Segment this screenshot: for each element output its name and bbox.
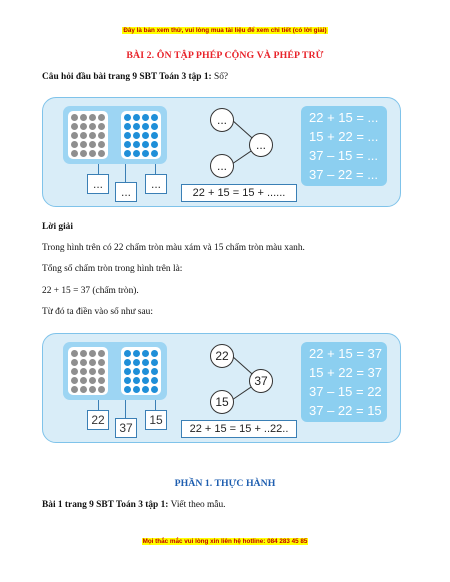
question-1: Câu hỏi đầu bài trang 9 SBT Toán 3 tập 1: Số? [42, 72, 229, 82]
figure-question [42, 97, 401, 207]
section-heading: PHẦN 1. THỰC HÀNH [174, 478, 276, 489]
figure-answer [42, 333, 401, 443]
header-banner: Đây là bản xem thử, vui lòng mua tài liệu để xem chi tiết (có lời giải) [123, 27, 327, 34]
footer-banner: Mọi thắc mắc vui lòng xin liên hệ hotline: 084 283 45 85 [142, 538, 308, 545]
answer-square-2[interactable]: ... [115, 182, 137, 202]
equation-2: 15 + 22 = 37 [309, 365, 383, 380]
bond-circle-top: 22 [210, 344, 234, 368]
bond-circle-total[interactable]: ... [249, 133, 273, 157]
sum-sentence: 22 + 15 = 15 + ..22.. [181, 420, 297, 438]
equation-4[interactable]: 37 – 22 = ... [309, 167, 379, 182]
answer-square-2: 37 [115, 418, 137, 438]
answer-square-1[interactable]: ... [87, 174, 109, 194]
bond-circle-total: 37 [249, 369, 273, 393]
equation-4: 37 – 22 = 15 [309, 403, 382, 418]
solution-line-4: Từ đó ta điền vào số như sau: [42, 307, 153, 317]
sum-sentence[interactable]: 22 + 15 = 15 + ...... [181, 184, 297, 202]
equation-1[interactable]: 22 + 15 = ... [309, 110, 379, 125]
bond-circle-top[interactable]: ... [210, 108, 234, 132]
lesson-title: BÀI 2. ÔN TẬP PHÉP CỘNG VÀ PHÉP TRỪ [126, 50, 324, 61]
bond-circle-bottom[interactable]: ... [210, 154, 234, 178]
equation-2[interactable]: 15 + 22 = ... [309, 129, 379, 144]
solution-line-1: Trong hình trên có 22 chấm tròn màu xám và 15 chấm tròn màu xanh. [42, 243, 305, 253]
solution-line-2: Tổng số chấm tròn trong hình trên là: [42, 264, 183, 274]
solution-heading: Lời giải [42, 222, 73, 232]
answer-square-1: 22 [87, 410, 109, 430]
bond-circle-bottom: 15 [210, 390, 234, 414]
equation-1: 22 + 15 = 37 [309, 346, 383, 361]
equation-3: 37 – 15 = 22 [309, 384, 382, 399]
equation-panel [301, 342, 387, 422]
equation-panel [301, 106, 387, 186]
equation-3[interactable]: 37 – 15 = ... [309, 148, 379, 163]
exercise-1: Bài 1 trang 9 SBT Toán 3 tập 1: Viết theo mẫu. [42, 500, 226, 510]
solution-line-3: 22 + 15 = 37 (chấm tròn). [42, 286, 139, 296]
answer-square-3[interactable]: ... [145, 174, 167, 194]
answer-square-3: 15 [145, 410, 167, 430]
